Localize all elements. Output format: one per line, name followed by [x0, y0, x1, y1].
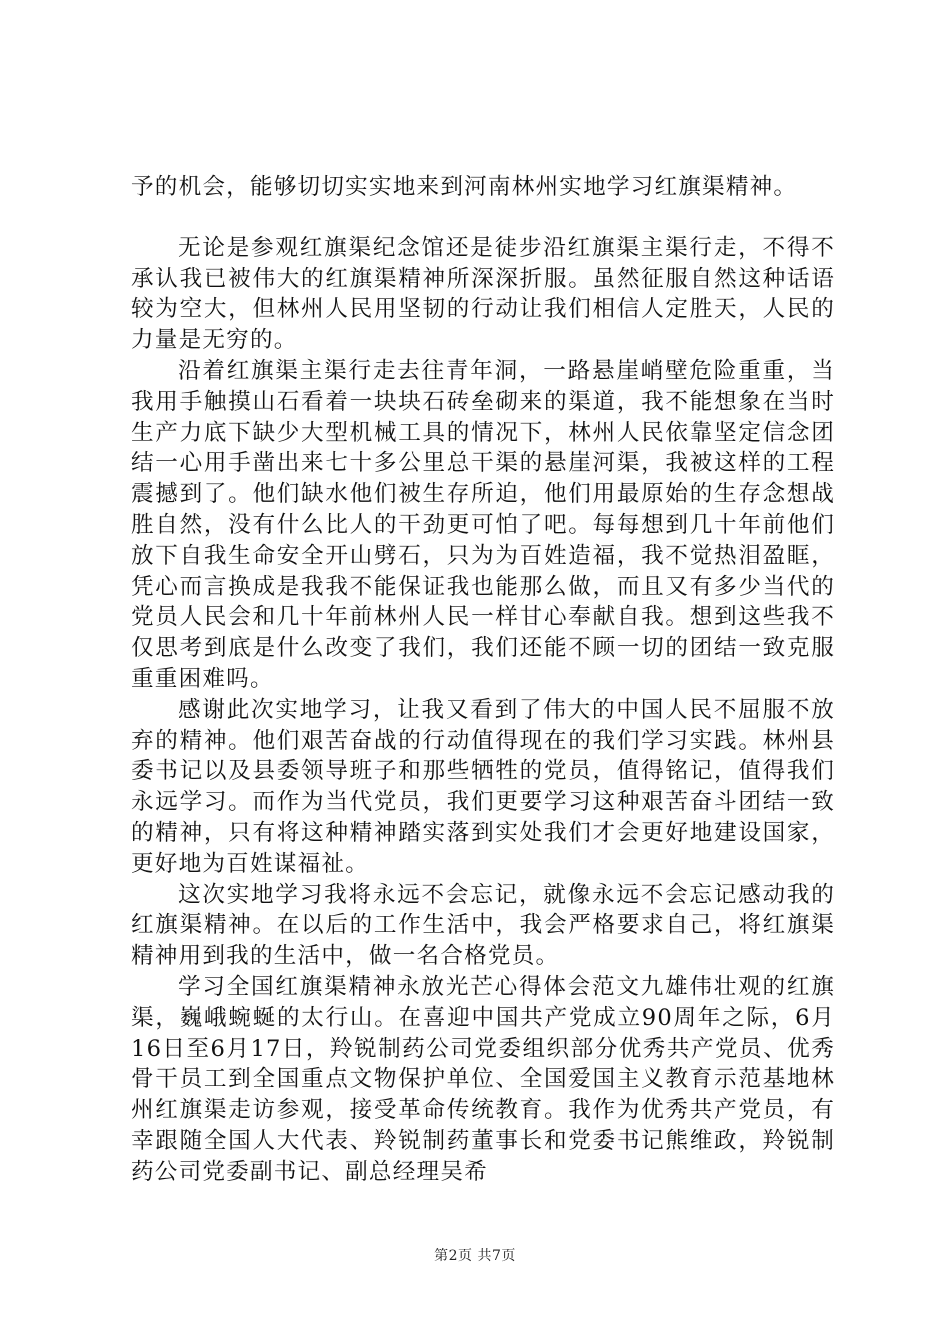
paragraph-continuation: 予的机会，能够切切实实地来到河南林州实地学习红旗渠精神。	[131, 174, 798, 200]
page-footer: 第2页 共7页	[434, 1248, 516, 1264]
paragraph: 这次实地学习我将永远不会忘记，就像永远不会忘记感动我的红旗渠精神。在以后的工作生活中，我会严格要求自己，将红旗渠精神用到我的生活中，做一名合格党员。	[131, 881, 835, 970]
paragraph: 沿着红旗渠主渠行走去往青年洞，一路悬崖峭壁危险重重，当我用手触摸山石看着一块块石砖垒砌来的渠道，我不能想象在当时生产力底下缺少大型机械工具的情况下，林州人民依靠坚定信念团结一心用手凿出来七十多公里总干渠的悬崖河渠，我被这样的工程震撼到了。他们缺水他们被生存所迫，他们用最原始的生存念想战胜自然，没有什么比人的干劲更可怕了吧。每每想到几十年前他们放下自我生命安全开山劈石，只为为百姓造福，我不觉热泪盈眶，凭心而言换成是我我不能保证我也能那么做，而且又有多少当代的党员人民会和几十年前林州人民一样甘心奉献自我。想到这些我不仅思考到底是什么改变了我们，我们还能不顾一切的团结一致克服重重困难吗。	[131, 357, 835, 692]
paragraph: 无论是参观红旗渠纪念馆还是徒步沿红旗渠主渠行走，不得不承认我已被伟大的红旗渠精神所深深折服。虽然征服自然这种话语较为空大，但林州人民用坚韧的行动让我们相信人定胜天，人民的力量是无穷的。	[131, 234, 835, 354]
paragraph: 学习全国红旗渠精神永放光芒心得体会范文九雄伟壮观的红旗渠，巍峨蜿蜒的太行山。在喜迎中国共产党成立90周年之际，6月16日至6月17日，羚锐制药公司党委组织部分优秀共产党员、优秀骨干员工到全国重点文物保护单位、全国爱国主义教育示范基地林州红旗渠走访参观，接受革命传统教育。我作为优秀共产党员，有幸跟随全国人大代表、羚锐制药董事长和党委书记熊维政，羚锐制药公司党委副书记、副总经理吴希	[131, 973, 835, 1185]
document-body	[131, 172, 835, 1188]
paragraph: 感谢此次实地学习，让我又看到了伟大的中国人民不屈服不放弃的精神。他们艰苦奋战的行动值得现在的我们学习实践。林州县委书记以及县委领导班子和那些牺牲的党员，值得铭记，值得我们永远学习。而作为当代党员，我们更要学习这种艰苦奋斗团结一致的精神，只有将这种精神踏实落到实处我们才会更好地建设国家，更好地为百姓谋福祉。	[131, 696, 835, 877]
